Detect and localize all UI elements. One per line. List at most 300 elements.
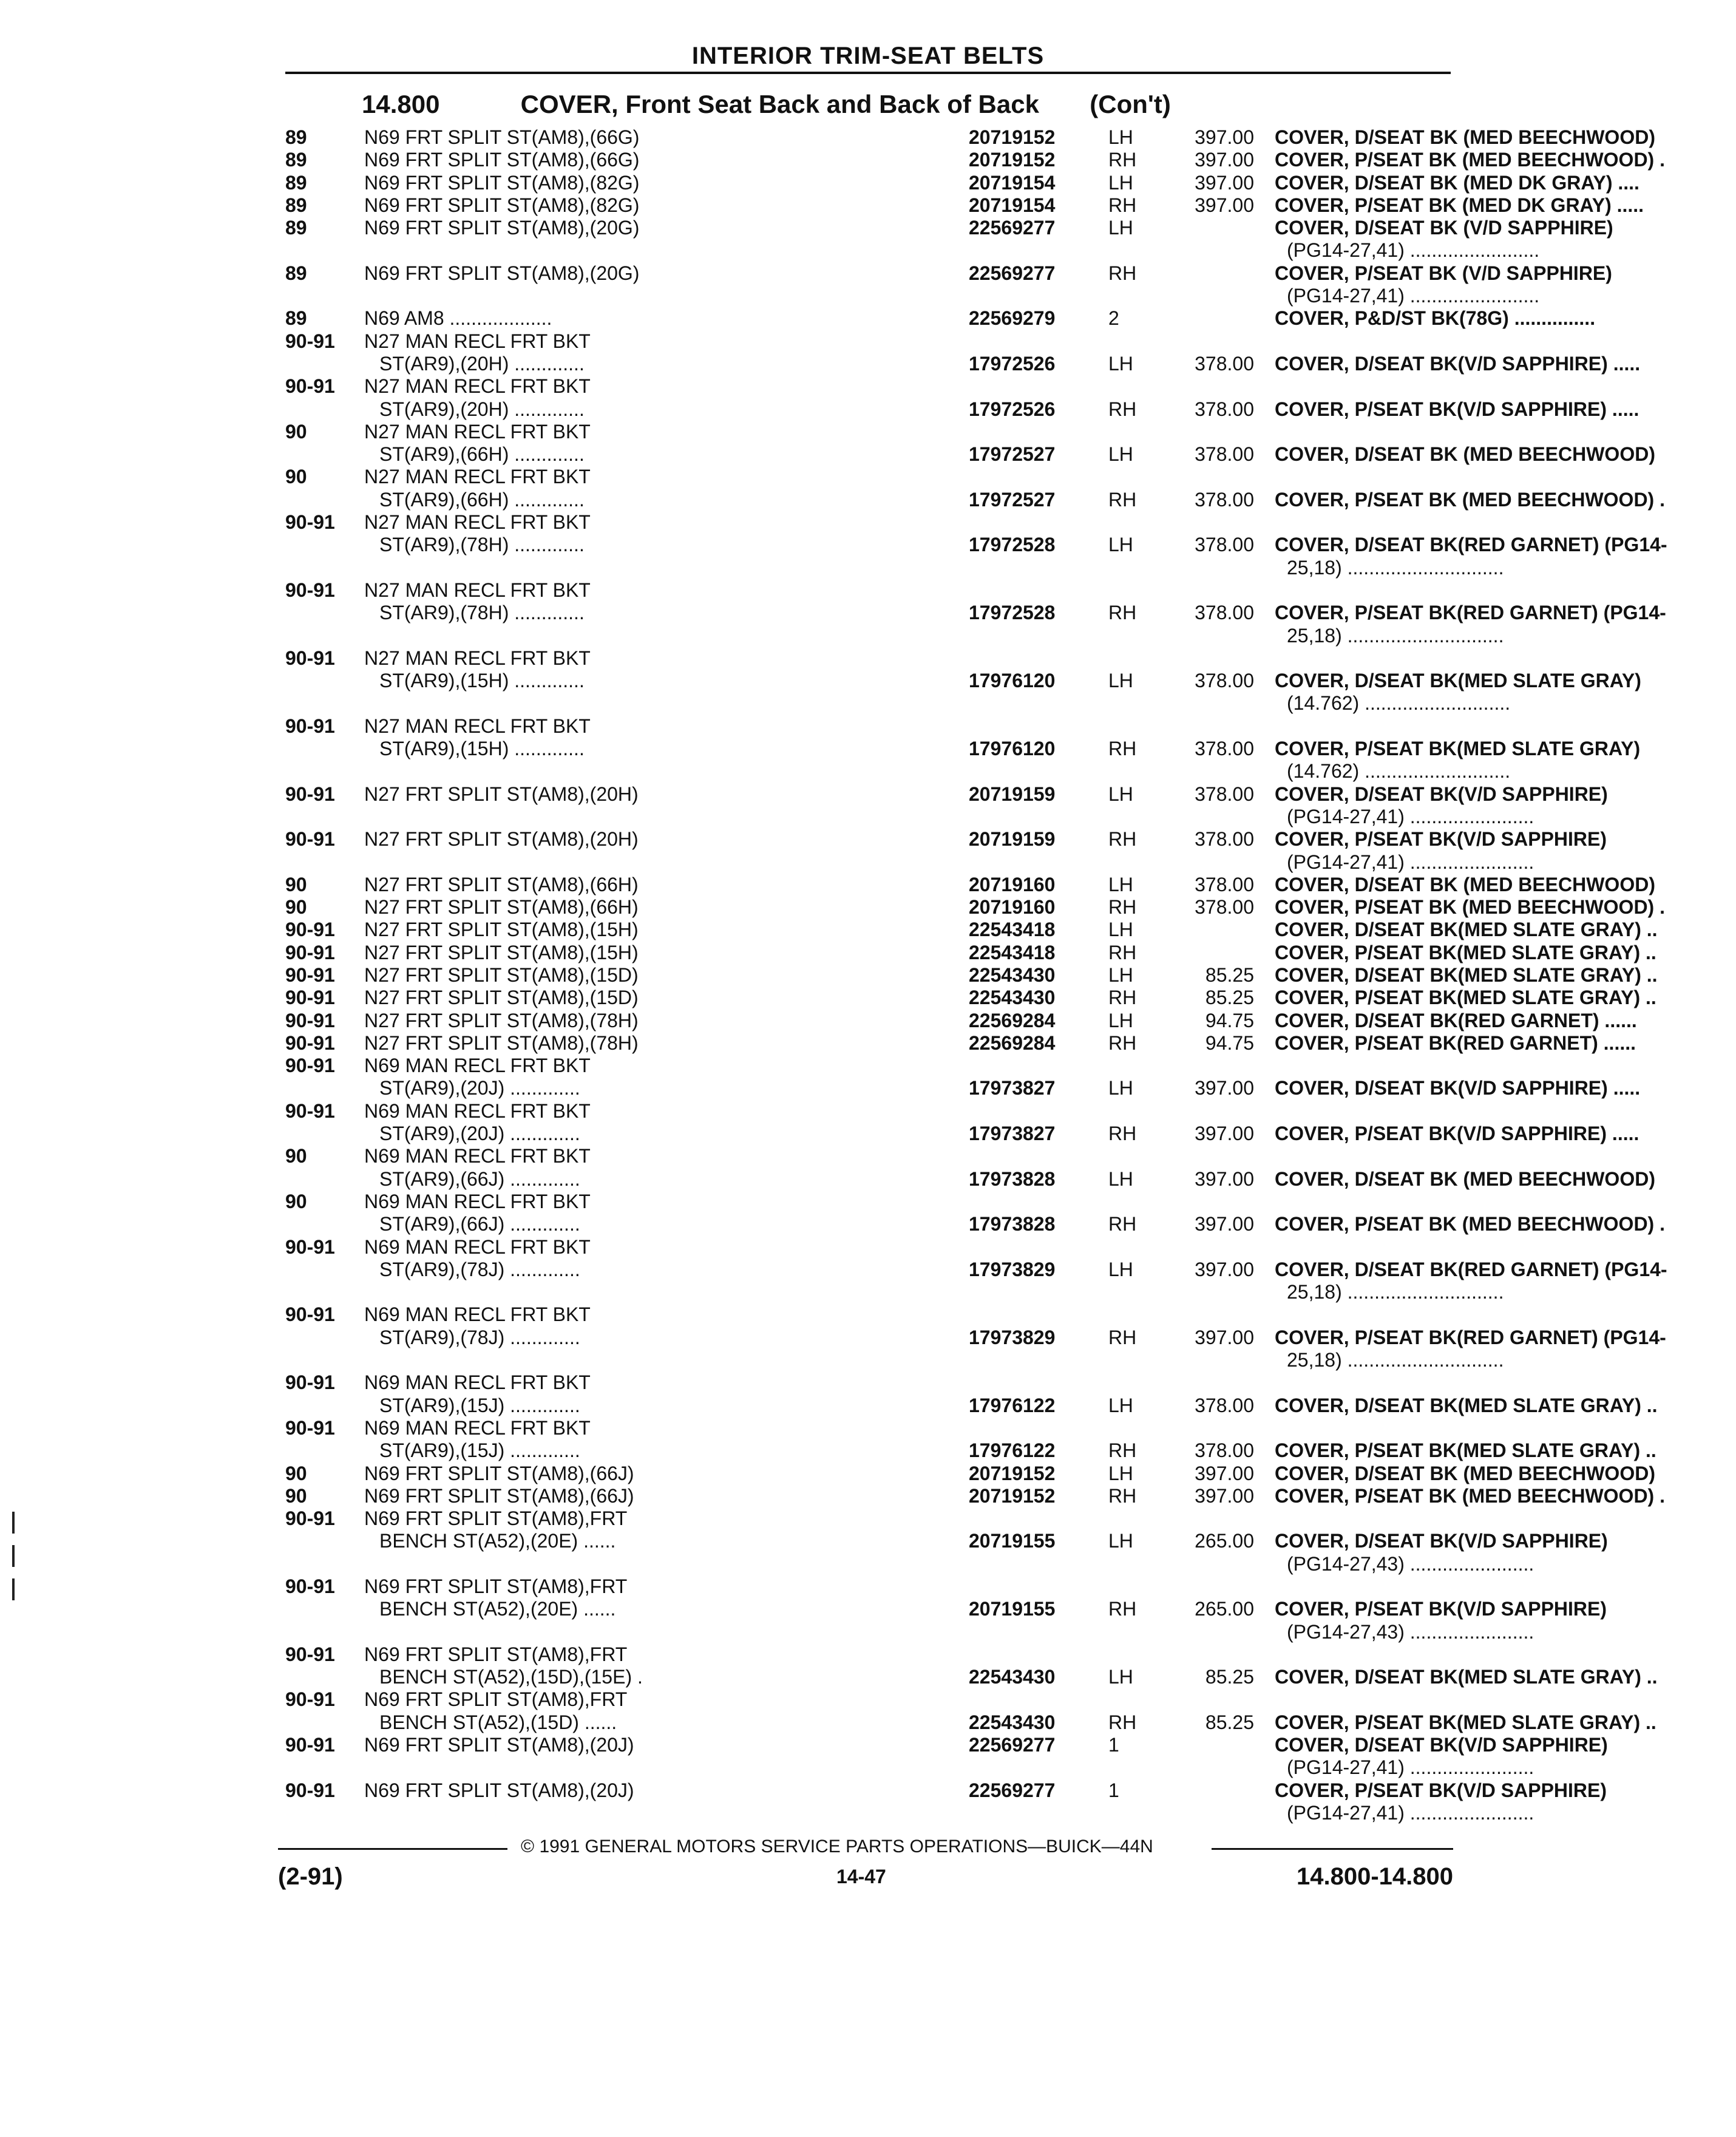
table-row <box>285 534 1667 556</box>
table-row <box>285 1779 1607 1802</box>
part-description: COVER, D/SEAT BK (MED BEECHWOOD) <box>1275 126 1655 148</box>
part-description: COVER, P&D/ST BK(78G) ............... <box>1275 307 1596 330</box>
model-description: N27 MAN RECL FRT BKT <box>364 579 591 601</box>
table-row <box>285 488 1665 511</box>
model-year: 90-91 <box>285 783 335 805</box>
page-footer <box>278 1836 1453 1890</box>
model-year: 89 <box>285 171 307 194</box>
part-number: 22569277 <box>969 1779 1056 1801</box>
table-row <box>285 1100 1451 1123</box>
side-quantity: LH <box>1108 352 1133 375</box>
model-description: ST(AR9),(78H) ............. <box>379 534 585 556</box>
model-year: 90-91 <box>285 1416 335 1439</box>
part-number: 22543430 <box>969 1711 1056 1733</box>
model-description: ST(AR9),(20J) ............. <box>379 1077 580 1099</box>
model-year: 89 <box>285 194 307 216</box>
model-description: N69 MAN RECL FRT BKT <box>364 1303 591 1326</box>
list-price: 397.00 <box>1195 171 1254 194</box>
table-row <box>285 579 1451 602</box>
model-description: ST(AR9),(20H) ............. <box>379 352 585 375</box>
model-year: 90-91 <box>285 1643 335 1665</box>
table-row <box>285 670 1641 692</box>
side-quantity: 2 <box>1108 307 1119 330</box>
model-description: ST(AR9),(20J) ............. <box>379 1123 580 1145</box>
side-quantity: RH <box>1108 1439 1137 1462</box>
part-number: 22543430 <box>969 1666 1056 1688</box>
model-description: N27 MAN RECL FRT BKT <box>364 647 591 669</box>
table-row <box>285 896 1665 919</box>
model-description: ST(AR9),(15J) ............. <box>379 1394 580 1416</box>
table-row <box>285 421 1451 443</box>
model-description: ST(AR9),(78J) ............. <box>379 1326 580 1348</box>
list-price: 85.25 <box>1205 987 1254 1009</box>
part-description: (PG14-27,41) ....................... <box>1287 1801 1534 1824</box>
list-price: 378.00 <box>1195 873 1254 895</box>
model-year: 90-91 <box>285 1235 335 1258</box>
table-row <box>285 1439 1656 1462</box>
part-number: 17972527 <box>969 443 1056 466</box>
part-description: COVER, D/SEAT BK(MED SLATE GRAY) .. <box>1275 1666 1658 1688</box>
part-number: 20719152 <box>969 149 1056 171</box>
model-year: 89 <box>285 217 307 239</box>
part-number: 20719159 <box>969 828 1056 851</box>
table-row <box>285 1711 1656 1734</box>
list-price: 397.00 <box>1195 194 1254 216</box>
section-title: COVER, Front Seat Back and Back of Back <box>520 90 1039 118</box>
model-year: 90-91 <box>285 987 335 1009</box>
list-price: 94.75 <box>1205 1031 1254 1054</box>
model-description: ST(AR9),(20H) ............. <box>379 398 585 420</box>
model-description: BENCH ST(A52),(20E) ...... <box>379 1530 616 1552</box>
model-description: ST(AR9),(66H) ............. <box>379 488 585 511</box>
table-row <box>285 1281 1504 1303</box>
model-description: N69 MAN RECL FRT BKT <box>364 1416 591 1439</box>
list-price: 378.00 <box>1195 670 1254 692</box>
part-description: (PG14-27,41) ........................ <box>1287 285 1540 307</box>
table-row <box>285 194 1644 217</box>
list-price: 397.00 <box>1195 1258 1254 1280</box>
model-description: N27 FRT SPLIT ST(AM8),(66H) <box>364 873 639 895</box>
list-price: 397.00 <box>1195 149 1254 171</box>
part-number: 20719155 <box>969 1598 1056 1620</box>
table-row <box>285 647 1451 670</box>
list-price: 378.00 <box>1195 828 1254 851</box>
side-quantity: RH <box>1108 398 1137 420</box>
part-description: COVER, P/SEAT BK(RED GARNET) ...... <box>1275 1031 1636 1054</box>
part-number: 20719152 <box>969 126 1056 148</box>
model-year: 90-91 <box>285 1688 335 1711</box>
part-description: (PG14-27,41) ....................... <box>1287 1756 1534 1779</box>
table-row <box>285 1258 1667 1281</box>
model-year: 90-91 <box>285 1371 335 1394</box>
model-description: N27 FRT SPLIT ST(AM8),(78H) <box>364 1031 639 1054</box>
part-description: COVER, D/SEAT BK (MED BEECHWOOD) <box>1275 1167 1655 1190</box>
copyright-text: © 1991 GENERAL MOTORS SERVICE PARTS OPERATIONS—BUICK—44N <box>521 1836 1153 1857</box>
part-description: COVER, D/SEAT BK(V/D SAPPHIRE) ..... <box>1275 1077 1641 1099</box>
part-description: COVER, P/SEAT BK(RED GARNET) (PG14- <box>1275 1326 1666 1348</box>
side-quantity: RH <box>1108 738 1137 760</box>
model-year: 89 <box>285 149 307 171</box>
part-description: COVER, D/SEAT BK(MED SLATE GRAY) .. <box>1275 1394 1658 1416</box>
section-cont: (Con't) <box>1090 90 1171 118</box>
model-description: N69 FRT SPLIT ST(AM8),FRT <box>364 1507 628 1530</box>
table-row <box>285 1123 1639 1145</box>
model-description: N69 FRT SPLIT ST(AM8),(20G) <box>364 217 640 239</box>
part-description: COVER, P/SEAT BK(V/D SAPPHIRE) <box>1275 828 1607 851</box>
table-row <box>285 851 1534 874</box>
part-description: 25,18) ............................. <box>1287 624 1504 647</box>
model-description: N69 FRT SPLIT ST(AM8),(66J) <box>364 1462 634 1484</box>
model-year: 90 <box>285 1462 307 1484</box>
model-description: N27 FRT SPLIT ST(AM8),(66H) <box>364 896 639 919</box>
model-year: 90-91 <box>285 1575 335 1597</box>
table-row <box>285 760 1511 783</box>
model-year: 90 <box>285 466 307 488</box>
model-description: N69 MAN RECL FRT BKT <box>364 1145 591 1167</box>
model-description: ST(AR9),(66H) ............. <box>379 443 585 466</box>
section-heading <box>362 90 1171 119</box>
table-row <box>285 919 1658 941</box>
side-quantity: LH <box>1108 1666 1133 1688</box>
side-quantity: LH <box>1108 919 1133 941</box>
part-number: 20719155 <box>969 1530 1056 1552</box>
list-price: 378.00 <box>1195 398 1254 420</box>
model-description: N69 FRT SPLIT ST(AM8),(66G) <box>364 149 640 171</box>
page-header <box>285 40 1451 74</box>
part-description: COVER, D/SEAT BK(MED SLATE GRAY) <box>1275 670 1641 692</box>
table-row <box>285 805 1534 828</box>
table-row <box>285 1575 1451 1598</box>
part-description: 25,18) ............................. <box>1287 1281 1504 1303</box>
model-description: ST(AR9),(66J) ............. <box>379 1167 580 1190</box>
part-description: COVER, P/SEAT BK (MED BEECHWOOD) . <box>1275 896 1665 919</box>
model-description: N69 MAN RECL FRT BKT <box>364 1371 591 1394</box>
model-year: 90-91 <box>285 375 335 398</box>
part-number: 17976122 <box>969 1439 1056 1462</box>
table-row <box>285 1507 1451 1530</box>
list-price: 397.00 <box>1195 1326 1254 1348</box>
part-number: 20719159 <box>969 783 1056 805</box>
model-year: 90-91 <box>285 1734 335 1756</box>
side-quantity: 1 <box>1108 1734 1119 1756</box>
list-price: 397.00 <box>1195 1077 1254 1099</box>
model-description: N69 AM8 ................... <box>364 307 552 330</box>
table-row <box>285 171 1639 194</box>
table-row <box>285 1462 1655 1485</box>
part-description: COVER, P/SEAT BK (V/D SAPPHIRE) <box>1275 262 1612 284</box>
table-row <box>285 1666 1658 1688</box>
part-description: COVER, P/SEAT BK (MED DK GRAY) ..... <box>1275 194 1644 216</box>
model-description: BENCH ST(A52),(20E) ...... <box>379 1598 616 1620</box>
table-row <box>285 466 1451 488</box>
part-number: 17973829 <box>969 1326 1056 1348</box>
side-quantity: LH <box>1108 1077 1133 1099</box>
model-description: N27 MAN RECL FRT BKT <box>364 511 591 534</box>
page-number: 14-47 <box>836 1866 886 1887</box>
part-description: COVER, P/SEAT BK (MED BEECHWOOD) . <box>1275 149 1665 171</box>
part-number: 20719152 <box>969 1484 1056 1507</box>
part-description: COVER, P/SEAT BK (MED BEECHWOOD) . <box>1275 488 1665 511</box>
part-description: COVER, P/SEAT BK(V/D SAPPHIRE) <box>1275 1598 1607 1620</box>
part-description: (14.762) ........................... <box>1287 692 1511 715</box>
model-description: N27 MAN RECL FRT BKT <box>364 715 591 737</box>
model-description: ST(AR9),(78H) ............. <box>379 602 585 624</box>
model-description: N69 FRT SPLIT ST(AM8),(66G) <box>364 126 640 148</box>
footer-rule <box>278 1848 507 1850</box>
table-row <box>285 375 1451 398</box>
table-row <box>285 1191 1451 1213</box>
revision-date: (2-91) <box>278 1863 343 1890</box>
table-row <box>285 1620 1534 1643</box>
table-row <box>285 149 1665 171</box>
table-row <box>285 941 1656 964</box>
model-year: 90 <box>285 873 307 895</box>
part-description: COVER, D/SEAT BK(V/D SAPPHIRE) ..... <box>1275 352 1641 375</box>
part-number: 17976120 <box>969 670 1056 692</box>
list-price: 378.00 <box>1195 896 1254 919</box>
list-price: 85.25 <box>1205 963 1254 986</box>
list-price: 378.00 <box>1195 783 1254 805</box>
model-description: BENCH ST(A52),(15D),(15E) . <box>379 1666 643 1688</box>
part-description: COVER, P/SEAT BK(MED SLATE GRAY) .. <box>1275 1711 1656 1733</box>
side-quantity: LH <box>1108 171 1133 194</box>
list-price: 378.00 <box>1195 602 1254 624</box>
side-quantity: RH <box>1108 149 1137 171</box>
model-description: N69 FRT SPLIT ST(AM8),(20J) <box>364 1734 634 1756</box>
model-description: N69 MAN RECL FRT BKT <box>364 1055 591 1077</box>
part-number: 22569277 <box>969 262 1056 284</box>
model-description: ST(AR9),(66J) ............. <box>379 1213 580 1235</box>
list-price: 397.00 <box>1195 1123 1254 1145</box>
part-description: COVER, D/SEAT BK (MED DK GRAY) .... <box>1275 171 1639 194</box>
part-number: 17972526 <box>969 398 1056 420</box>
table-row <box>285 1688 1451 1711</box>
model-description: N69 FRT SPLIT ST(AM8),FRT <box>364 1575 628 1597</box>
list-price: 378.00 <box>1195 488 1254 511</box>
table-row <box>285 1349 1504 1371</box>
table-row <box>285 1643 1451 1666</box>
model-description: N27 MAN RECL FRT BKT <box>364 420 591 443</box>
table-row <box>285 443 1655 466</box>
model-description: N27 MAN RECL FRT BKT <box>364 330 591 352</box>
model-year: 89 <box>285 307 307 330</box>
part-number: 20719154 <box>969 171 1056 194</box>
margin-mark <box>12 1545 15 1567</box>
model-description: N27 MAN RECL FRT BKT <box>364 375 591 398</box>
part-number: 17976120 <box>969 738 1056 760</box>
model-year: 90-91 <box>285 1099 335 1122</box>
part-number: 17972527 <box>969 488 1056 511</box>
side-quantity: RH <box>1108 1711 1137 1733</box>
model-description: N69 MAN RECL FRT BKT <box>364 1190 591 1212</box>
model-year: 90 <box>285 420 307 443</box>
part-number: 17972528 <box>969 534 1056 556</box>
list-price: 265.00 <box>1195 1530 1254 1552</box>
side-quantity: LH <box>1108 126 1133 148</box>
side-quantity: RH <box>1108 1123 1137 1145</box>
part-number: 20719152 <box>969 1462 1056 1484</box>
header-rule <box>285 72 1451 74</box>
table-row <box>285 1303 1451 1326</box>
table-row <box>285 1145 1451 1167</box>
model-year: 90-91 <box>285 511 335 534</box>
part-number: 17976122 <box>969 1394 1056 1416</box>
table-row <box>285 1055 1451 1077</box>
part-description: COVER, P/SEAT BK(MED SLATE GRAY) .. <box>1275 987 1656 1009</box>
table-row <box>285 1077 1641 1099</box>
model-description: BENCH ST(A52),(15D) ...... <box>379 1711 617 1733</box>
model-year: 90-91 <box>285 828 335 851</box>
model-year: 90-91 <box>285 941 335 963</box>
table-row <box>285 330 1451 353</box>
model-description: N27 FRT SPLIT ST(AM8),(78H) <box>364 1009 639 1031</box>
section-range: 14.800-14.800 <box>1296 1863 1453 1890</box>
part-description: COVER, P/SEAT BK(V/D SAPPHIRE) ..... <box>1275 398 1639 420</box>
parts-table <box>285 126 1667 1824</box>
model-description: N69 MAN RECL FRT BKT <box>364 1099 591 1122</box>
table-row <box>285 692 1511 715</box>
table-row <box>285 1213 1665 1235</box>
side-quantity: RH <box>1108 941 1137 963</box>
table-row <box>285 398 1639 421</box>
model-description: N69 MAN RECL FRT BKT <box>364 1235 591 1258</box>
part-description: COVER, P/SEAT BK (MED BEECHWOOD) . <box>1275 1484 1665 1507</box>
list-price: 378.00 <box>1195 534 1254 556</box>
model-year: 90 <box>285 1145 307 1167</box>
model-year: 90-91 <box>285 1055 335 1077</box>
side-quantity: LH <box>1108 1462 1133 1484</box>
side-quantity: LH <box>1108 1258 1133 1280</box>
model-description: N27 FRT SPLIT ST(AM8),(15D) <box>364 963 639 986</box>
part-description: COVER, D/SEAT BK(RED GARNET) ...... <box>1275 1009 1637 1031</box>
part-description: COVER, D/SEAT BK(RED GARNET) (PG14- <box>1275 534 1667 556</box>
table-row <box>285 783 1608 806</box>
table-row <box>285 126 1655 149</box>
model-description: ST(AR9),(15J) ............. <box>379 1439 580 1462</box>
part-number: 22569284 <box>969 1009 1056 1031</box>
model-year: 90 <box>285 1190 307 1212</box>
list-price: 397.00 <box>1195 1167 1254 1190</box>
part-number: 17972528 <box>969 602 1056 624</box>
model-description: N69 FRT SPLIT ST(AM8),(82G) <box>364 171 640 194</box>
table-row <box>285 1394 1658 1417</box>
model-year: 90-91 <box>285 1507 335 1530</box>
page-title: INTERIOR TRIM-SEAT BELTS <box>691 42 1045 69</box>
part-description: COVER, D/SEAT BK(V/D SAPPHIRE) <box>1275 1530 1608 1552</box>
side-quantity: LH <box>1108 217 1133 239</box>
side-quantity: LH <box>1108 1394 1133 1416</box>
part-description: COVER, P/SEAT BK(RED GARNET) (PG14- <box>1275 602 1666 624</box>
part-description: (PG14-27,43) ....................... <box>1287 1552 1534 1575</box>
side-quantity: LH <box>1108 783 1133 805</box>
side-quantity: LH <box>1108 534 1133 556</box>
table-row <box>285 715 1451 738</box>
table-row <box>285 1530 1608 1552</box>
table-row <box>285 738 1641 760</box>
list-price: 397.00 <box>1195 1484 1254 1507</box>
model-description: ST(AR9),(15H) ............. <box>379 738 585 760</box>
side-quantity: RH <box>1108 262 1137 284</box>
side-quantity: RH <box>1108 1031 1137 1054</box>
side-quantity: RH <box>1108 488 1137 511</box>
list-price: 378.00 <box>1195 738 1254 760</box>
model-year: 90-91 <box>285 330 335 352</box>
model-year: 90-91 <box>285 1779 335 1801</box>
side-quantity: RH <box>1108 1598 1137 1620</box>
table-row <box>285 285 1540 307</box>
table-row <box>285 987 1656 1009</box>
side-quantity: LH <box>1108 1530 1133 1552</box>
model-year: 90-91 <box>285 1031 335 1054</box>
model-description: N69 FRT SPLIT ST(AM8),FRT <box>364 1688 628 1711</box>
model-description: N69 FRT SPLIT ST(AM8),FRT <box>364 1643 628 1665</box>
table-row <box>285 1484 1665 1507</box>
table-row <box>285 963 1658 987</box>
side-quantity: LH <box>1108 443 1133 466</box>
model-description: N27 FRT SPLIT ST(AM8),(20H) <box>364 828 639 851</box>
part-number: 17972526 <box>969 352 1056 375</box>
table-row <box>285 1371 1451 1394</box>
model-year: 90-91 <box>285 963 335 986</box>
part-description: COVER, P/SEAT BK(V/D SAPPHIRE) <box>1275 1779 1607 1801</box>
table-row <box>285 1417 1451 1439</box>
table-row <box>285 1734 1608 1756</box>
model-year: 89 <box>285 126 307 148</box>
part-description: COVER, P/SEAT BK(MED SLATE GRAY) .. <box>1275 941 1656 963</box>
part-description: COVER, D/SEAT BK(MED SLATE GRAY) .. <box>1275 919 1658 941</box>
part-description: 25,18) ............................. <box>1287 1349 1504 1371</box>
part-description: (PG14-27,41) ....................... <box>1287 805 1534 827</box>
part-number: 20719154 <box>969 194 1056 216</box>
table-row <box>285 1236 1451 1259</box>
part-number: 17973828 <box>969 1167 1056 1190</box>
model-year: 90 <box>285 896 307 919</box>
side-quantity: RH <box>1108 828 1137 851</box>
side-quantity: LH <box>1108 1009 1133 1031</box>
part-description: COVER, P/SEAT BK(MED SLATE GRAY) .. <box>1275 1439 1656 1462</box>
list-price: 378.00 <box>1195 1439 1254 1462</box>
model-description: N69 FRT SPLIT ST(AM8),(82G) <box>364 194 640 216</box>
table-row <box>285 624 1504 647</box>
side-quantity: LH <box>1108 1167 1133 1190</box>
model-description: N27 FRT SPLIT ST(AM8),(15D) <box>364 987 639 1009</box>
part-number: 22569279 <box>969 307 1056 330</box>
table-row <box>285 1167 1655 1191</box>
model-description: N69 FRT SPLIT ST(AM8),(66J) <box>364 1484 634 1507</box>
model-description: N27 FRT SPLIT ST(AM8),(20H) <box>364 783 639 805</box>
part-number: 22543418 <box>969 919 1056 941</box>
model-year: 90-91 <box>285 1303 335 1326</box>
table-row <box>285 1801 1534 1824</box>
table-row <box>285 1598 1607 1620</box>
table-row <box>285 262 1612 285</box>
model-description: N27 FRT SPLIT ST(AM8),(15H) <box>364 919 639 941</box>
side-quantity: RH <box>1108 1326 1137 1348</box>
part-description: COVER, P/SEAT BK(MED SLATE GRAY) <box>1275 738 1641 760</box>
model-description: N69 FRT SPLIT ST(AM8),(20J) <box>364 1779 634 1801</box>
part-number: 22543430 <box>969 987 1056 1009</box>
part-description: COVER, P/SEAT BK(V/D SAPPHIRE) ..... <box>1275 1123 1639 1145</box>
part-number: 22569284 <box>969 1031 1056 1054</box>
part-description: COVER, D/SEAT BK(V/D SAPPHIRE) <box>1275 783 1608 805</box>
part-description: COVER, D/SEAT BK(RED GARNET) (PG14- <box>1275 1258 1667 1280</box>
side-quantity: RH <box>1108 1213 1137 1235</box>
table-row <box>285 828 1607 851</box>
side-quantity: 1 <box>1108 1779 1119 1801</box>
part-description: COVER, D/SEAT BK (V/D SAPPHIRE) <box>1275 217 1613 239</box>
model-description: ST(AR9),(15H) ............. <box>379 670 585 692</box>
part-description: (PG14-27,43) ....................... <box>1287 1620 1534 1643</box>
